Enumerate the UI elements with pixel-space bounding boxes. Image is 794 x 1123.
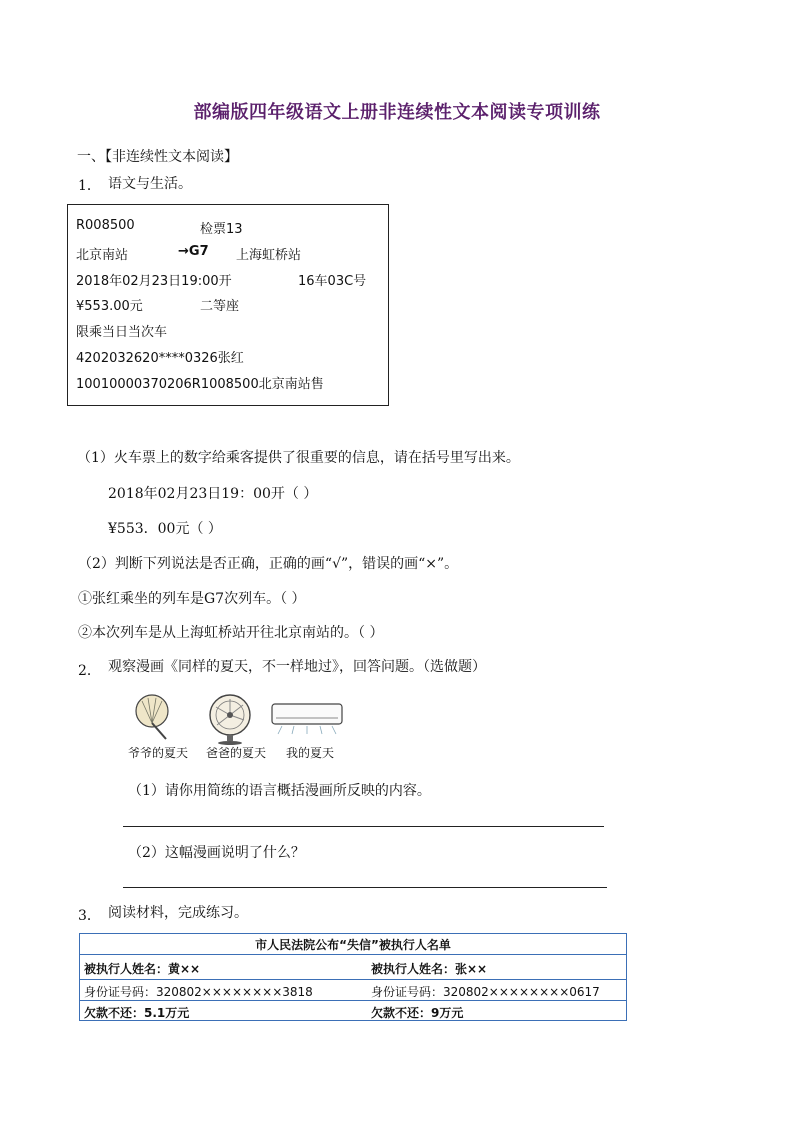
ticket-issuer: 10010000370206R1008500北京南站售 [76,377,324,392]
comic-caption-me: 我的夏天 [286,746,335,760]
question-1-text: 语文与生活。 [108,176,192,192]
question-1-1: （1）火车票上的数字给乘客提供了很重要的信息，请在括号里写出来。 [77,450,520,466]
ticket-class: 二等座 [200,299,240,314]
question-2-number: 2． [78,663,101,679]
air-conditioner-icon [268,698,346,736]
table-divider [80,954,626,955]
ticket-departure: 2018年02月23日19:00开 [76,274,232,289]
table-divider [80,1000,626,1001]
question-1-2: （2）判断下列说法是否正确，正确的画“√”，错误的画“×”。 [78,556,459,572]
ticket-passenger: 4202032620****0326张红 [76,351,244,366]
question-3-text: 阅读材料，完成练习。 [108,905,248,921]
question-1-2b: ②本次列车是从上海虹桥站开往北京南站的。（ ） [78,625,384,641]
ticket-from: 北京南站 [76,248,129,263]
ticket-gate: 检票13 [200,222,243,237]
question-1-number: 1． [78,178,101,194]
table-divider [80,979,626,980]
table-cell: 身份证号码：320802××××××××0617 [371,985,600,999]
question-1-1a: 2018年02月23日19：00开（ ） [108,486,318,502]
page-title: 部编版四年级语文上册非连续性文本阅读专项训练 [193,102,601,123]
train-ticket [67,204,389,406]
comic-caption-dad: 爸爸的夏天 [206,746,267,760]
question-2-2: （2）这幅漫画说明了什么？ [128,845,305,861]
table-cell: 欠款不还：9万元 [371,1006,464,1020]
table-cell: 被执行人姓名：黄×× [84,962,201,976]
ticket-train: →G7 [178,244,209,259]
question-1-1b: ¥553．00元（ ） [108,521,222,537]
answer-line-1[interactable] [123,826,604,827]
ticket-restriction: 限乘当日当次车 [76,325,168,340]
section-heading: 一、【非连续性文本阅读】 [77,149,238,165]
question-1-2a: ①张红乘坐的列车是G7次列车。（ ） [78,591,306,607]
ticket-serial: R008500 [76,218,135,233]
hand-fan-icon [132,693,172,741]
answer-line-2[interactable] [123,887,607,888]
table-cell: 身份证号码：320802××××××××3818 [84,985,313,999]
question-2-1: （1）请你用简练的语言概括漫画所反映的内容。 [128,783,431,799]
question-2-text: 观察漫画《同样的夏天，不一样地过》，回答问题。（选做题） [108,659,486,675]
defaulter-table [79,933,627,1021]
ticket-to: 上海虹桥站 [236,248,302,263]
ticket-price: ¥553.00元 [76,299,143,314]
electric-fan-icon [205,693,255,745]
ticket-seat: 16车03C号 [298,274,367,289]
table-cell: 被执行人姓名：张×× [371,962,488,976]
table-cell: 欠款不还：5.1万元 [84,1006,190,1020]
question-3-number: 3． [78,908,101,924]
comic-caption-grandpa: 爷爷的夏天 [128,746,189,760]
table-title: 市人民法院公布“失信”被执行人名单 [255,938,451,952]
